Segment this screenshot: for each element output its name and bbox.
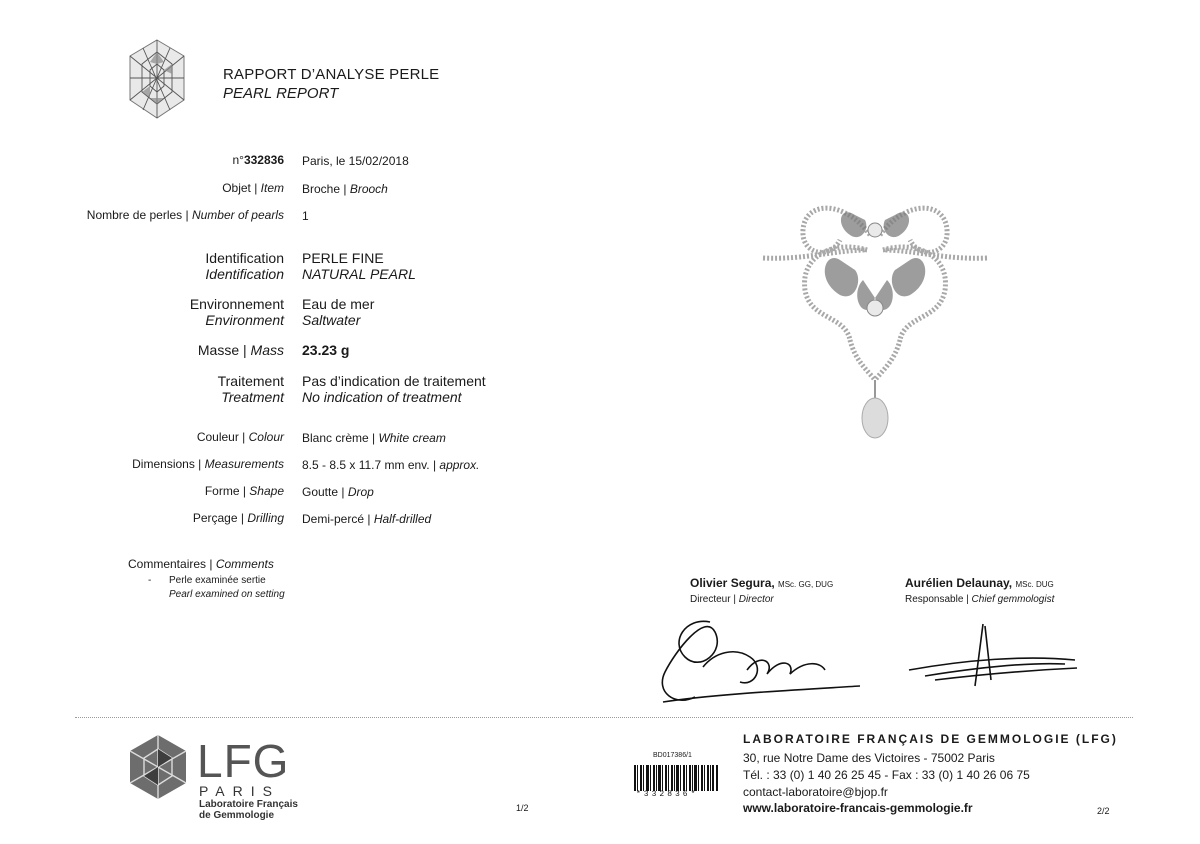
footer-logo-city: PARIS	[199, 783, 280, 799]
field-label-number-of-pearls: Nombre de perles | Number of pearls	[86, 208, 284, 222]
barcode-text: *332836*	[636, 790, 699, 799]
field-label-environment: Environnement Environment	[189, 296, 284, 328]
field-label-identification: Identification Identification	[205, 250, 284, 282]
field-value-drilling: Demi-percé | Half-drilled	[302, 512, 432, 526]
signatory-director: Olivier Segura, MSc. GG, DUG Directeur | Director	[690, 576, 834, 605]
footer-logo-subtitle: Laboratoire Français de Gemmologie	[199, 799, 298, 821]
field-label-measurements: Dimensions | Measurements	[132, 457, 284, 471]
field-value-colour: Blanc crème | White cream	[302, 431, 446, 445]
lab-website[interactable]: www.laboratoire-francais-gemmologie.fr	[743, 801, 973, 815]
field-label-treatment: Traitement Treatment	[217, 373, 284, 405]
footer-logo-lfg: LFG	[197, 735, 290, 787]
field-value-item: Broche | Brooch	[302, 182, 388, 196]
report-number: n°332836	[232, 153, 284, 167]
gem-hexagon-logo-icon	[128, 38, 186, 120]
field-label-shape: Forme | Shape	[204, 484, 284, 498]
barcode	[634, 765, 718, 791]
field-label-colour: Couleur | Colour	[196, 430, 284, 444]
field-label-item: Objet | Item	[222, 181, 284, 195]
lab-email[interactable]: contact-laboratoire@bjop.fr	[743, 785, 888, 799]
field-value-shape: Goutte | Drop	[302, 485, 374, 499]
field-value-measurements: 8.5 - 8.5 x 11.7 mm env. | approx.	[302, 458, 480, 472]
comment-line-en: Pearl examined on setting	[169, 589, 285, 600]
barcode-ref: BD017386/1	[653, 752, 692, 759]
field-value-number-of-pearls: 1	[302, 209, 309, 223]
field-value-identification: PERLE FINE NATURAL PEARL	[302, 250, 416, 282]
field-value-treatment: Pas d’indication de traitement No indication of treatment	[302, 373, 486, 405]
report-title-fr: RAPPORT D’ANALYSE PERLE	[223, 66, 440, 83]
brooch-photo	[745, 180, 1005, 460]
signatory-chief-gemmologist: Aurélien Delaunay, MSc. DUG Responsable | Chief gemmologist	[905, 576, 1055, 605]
report-title-en: PEARL REPORT	[223, 85, 339, 102]
report-place-date: Paris, le 15/02/2018	[302, 154, 409, 168]
lab-address: 30, rue Notre Dame des Victoires - 75002 Paris	[743, 751, 995, 765]
signature-segura-icon	[655, 612, 865, 712]
page-number-left: 1/2	[516, 803, 529, 813]
field-label-mass: Masse | Mass	[197, 342, 284, 358]
comment-line-fr: Perle examinée sertie	[169, 575, 266, 586]
field-value-environment: Eau de mer Saltwater	[302, 296, 375, 328]
field-label-drilling: Perçage | Drilling	[192, 511, 284, 525]
lab-name: LABORATOIRE FRANÇAIS DE GEMMOLOGIE (LFG)	[743, 732, 1118, 746]
comments-heading: Commentaires | Comments	[128, 557, 274, 571]
field-value-mass: 23.23 g	[302, 342, 350, 358]
comments-bullet: -	[148, 575, 152, 586]
footer-divider	[75, 717, 1133, 718]
lab-phone-fax: Tél. : 33 (0) 1 40 26 25 45 - Fax : 33 (0) 1 40 26 06 75	[743, 768, 1030, 782]
signature-delaunay-icon	[905, 620, 1085, 690]
lfg-hexagon-logo-icon	[128, 733, 188, 801]
page-number-right: 2/2	[1097, 806, 1110, 816]
